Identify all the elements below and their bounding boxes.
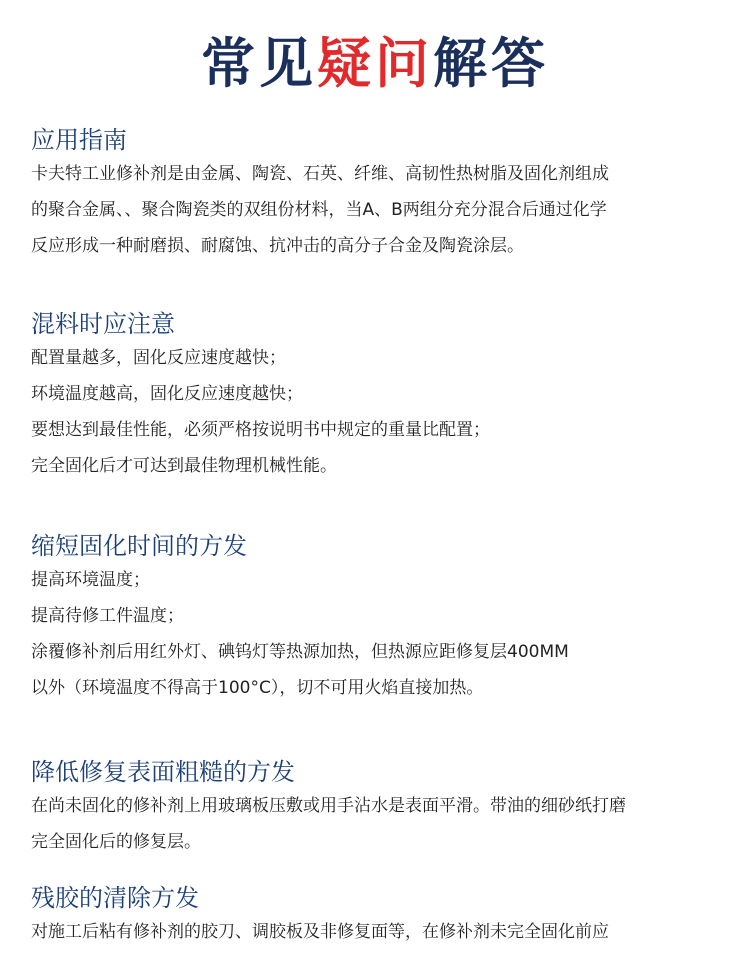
paragraph-line: 涂覆修补剂后用红外灯、碘钨灯等热源加热，但热源应距修复层400MM: [31, 642, 569, 662]
title-part-1: 常见: [201, 32, 317, 95]
section-body: [31, 562, 731, 706]
paragraph-line: 配置量越多，固化反应速度越快；: [31, 348, 286, 368]
title-part-3: 解答: [433, 32, 549, 95]
section-body: [31, 340, 731, 484]
paragraph-line: 提高待修工件温度；: [31, 606, 184, 626]
section-heading: 降低修复表面粗糙的方发: [31, 758, 295, 786]
paragraph-line: 完全固化后的修复层。: [31, 832, 201, 852]
paragraph-line: 卡夫特工业修补剂是由金属、陶瓷、石英、纤维、高韧性热树脂及固化剂组成: [31, 164, 609, 184]
paragraph-line: 以外（环境温度不得高于100°C），切不可用火焰直接加热。: [31, 678, 484, 698]
section-heading: 混料时应注意: [31, 310, 175, 338]
section-heading: 缩短固化时间的方发: [31, 532, 247, 560]
section-shorten-curing-time: [31, 530, 731, 706]
section-reduce-roughness: [31, 756, 731, 860]
section-residue-removal: [31, 882, 731, 950]
paragraph-line: 环境温度越高，固化反应速度越快；: [31, 384, 303, 404]
section-body: [31, 156, 731, 264]
section-heading: 残胶的清除方发: [31, 884, 199, 912]
page-title: [0, 28, 750, 100]
title-part-2-highlight: 疑问: [317, 32, 433, 95]
paragraph-line: 反应形成一种耐磨损、耐腐蚀、抗冲击的高分子合金及陶瓷涂层。: [31, 236, 524, 256]
section-body: [31, 914, 731, 950]
paragraph-line: 的聚合金属、、聚合陶瓷类的双组份材料，当A、B两组分充分混合后通过化学: [31, 200, 607, 220]
paragraph-line: 对施工后粘有修补剂的胶刀、调胶板及非修复面等，在修补剂未完全固化前应: [31, 922, 609, 942]
section-application-guide: [31, 124, 731, 264]
section-mixing-notes: [31, 308, 731, 484]
paragraph-line: 完全固化后才可达到最佳物理机械性能。: [31, 456, 337, 476]
paragraph-line: 要想达到最佳性能，必须严格按说明书中规定的重量比配置；: [31, 420, 490, 440]
paragraph-line: 在尚未固化的修补剂上用玻璃板压敷或用手沾水是表面平滑。带油的细砂纸打磨: [31, 796, 626, 816]
section-body: [31, 788, 731, 860]
section-heading: 应用指南: [31, 126, 127, 154]
paragraph-line: 提高环境温度；: [31, 570, 150, 590]
